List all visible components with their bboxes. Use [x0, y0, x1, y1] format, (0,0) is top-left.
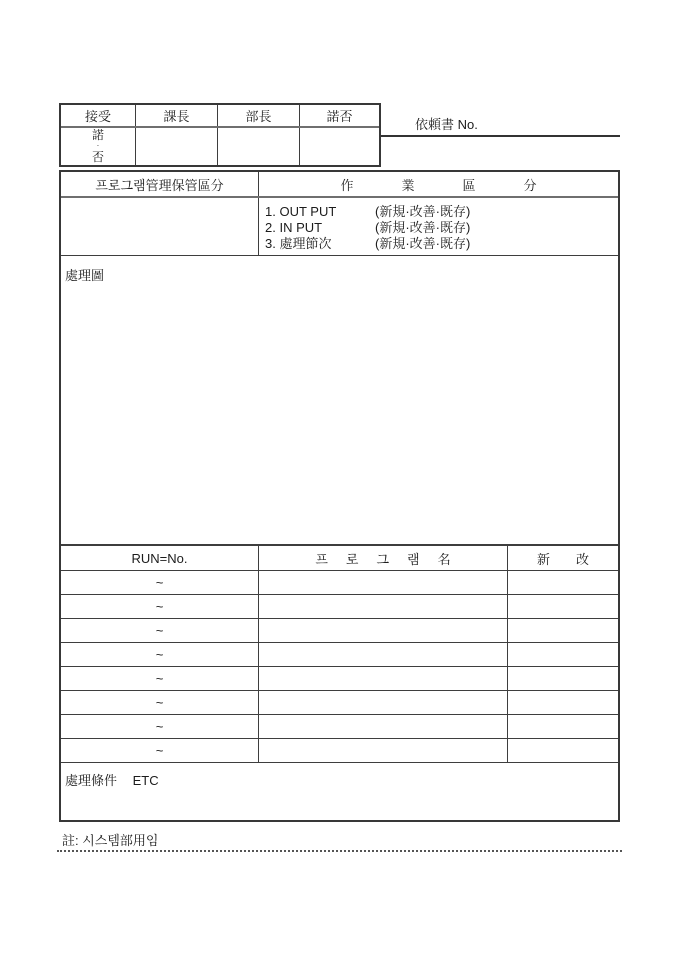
new-mod-cell [508, 691, 618, 714]
program-name-cell [259, 595, 508, 618]
decision-approve-label: 諾 [91, 128, 104, 142]
run-no-cell: ~ [61, 595, 259, 618]
new-mod-cell [508, 667, 618, 690]
cut-line [57, 850, 622, 852]
run-table-header-row [61, 546, 618, 571]
run-no-cell: ~ [61, 739, 259, 762]
process-diagram-label: 處理圖 [65, 268, 105, 283]
new-mod-cell [508, 643, 618, 666]
approval-table-body-row [61, 128, 379, 165]
work-items-list [259, 198, 618, 255]
work-item-procedure: 3. 處理節次 (新規·改善·既存) [265, 236, 471, 251]
decision-reject-label: 否 [91, 150, 104, 164]
run-no-cell: ~ [61, 619, 259, 642]
signature-cell-department-head [218, 128, 300, 165]
program-storage-class-header: 프로그램管理保管區分 [61, 172, 259, 196]
approval-decision-cell [61, 128, 136, 165]
program-name-cell [259, 667, 508, 690]
footnote: 註: 시스템部用임 [62, 833, 159, 848]
run-table-row [61, 667, 618, 691]
work-item-input: 2. IN PUT (新規·改善·既存) [265, 220, 471, 235]
approval-header-receive: 接受 [61, 105, 136, 126]
new-mod-cell [508, 571, 618, 594]
program-name-cell [259, 643, 508, 666]
program-name-column-header: 프로그램名 [259, 546, 508, 570]
decision-separator-dot: · [96, 141, 100, 150]
run-no-column-header: RUN=No. [61, 546, 259, 570]
run-table-row [61, 715, 618, 739]
signature-cell-approve-reject [300, 128, 379, 165]
run-no-cell: ~ [61, 643, 259, 666]
run-no-cell: ~ [61, 715, 259, 738]
run-table-row [61, 571, 618, 595]
run-no-cell: ~ [61, 667, 259, 690]
signature-cell-section-chief [136, 128, 218, 165]
program-name-cell [259, 691, 508, 714]
conditions-label: 處理條件 [65, 773, 118, 788]
conditions-area [61, 763, 618, 820]
run-table-row [61, 691, 618, 715]
conditions-etc-label: ETC [132, 773, 159, 788]
approval-table [59, 103, 381, 167]
program-name-cell [259, 739, 508, 762]
program-name-cell [259, 619, 508, 642]
new-mod-cell [508, 739, 618, 762]
run-no-cell: ~ [61, 691, 259, 714]
new-mod-cell [508, 715, 618, 738]
approval-header-approve-reject: 諾否 [326, 109, 353, 124]
request-no-field [381, 103, 620, 137]
program-storage-class-cell [61, 198, 259, 255]
run-table-row [61, 619, 618, 643]
run-table-row [61, 595, 618, 619]
approval-table-header-row [61, 105, 379, 128]
work-item-output: 1. OUT PUT (新規·改善·既存) [265, 204, 471, 219]
approval-header-section-chief: 課長 [136, 105, 218, 126]
run-table-row [61, 739, 618, 763]
request-no-label: 依頼書 No. [415, 117, 478, 132]
section-header-row [61, 172, 618, 198]
new-mod-cell [508, 619, 618, 642]
approval-header-department-head: 部長 [218, 105, 300, 126]
new-mod-cell [508, 595, 618, 618]
work-area-row [61, 198, 618, 256]
main-form-box [59, 170, 620, 822]
run-no-cell: ~ [61, 571, 259, 594]
process-diagram-area [61, 256, 618, 546]
program-name-cell [259, 571, 508, 594]
new-mod-column-header: 新改 [536, 551, 615, 567]
work-area-class-header: 作業區分 [340, 177, 585, 193]
run-table-row [61, 643, 618, 667]
program-name-cell [259, 715, 508, 738]
